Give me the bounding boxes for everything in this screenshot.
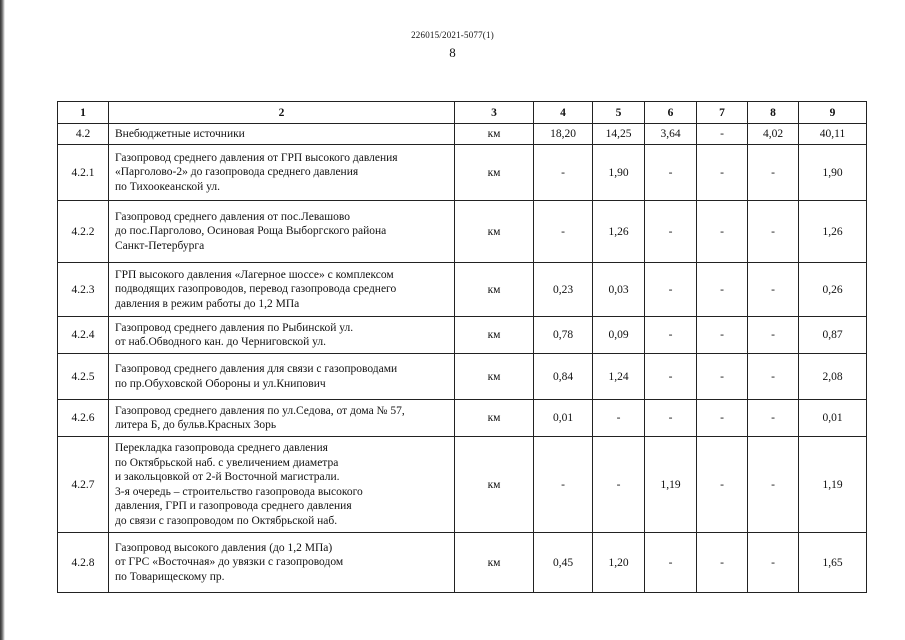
description-line: ГРП высокого давления «Лагерное шоссе» с комплексом [115,268,394,281]
description-line: Газопровод среднего давления от ГРП высокого давления [115,151,398,164]
unit-cell: км [455,145,534,201]
value-cell-col5: 1,24 [593,354,645,400]
value-cell-col9: 2,08 [799,354,867,400]
description-line: и закольцовкой от 2-й Восточной магистрали. [115,471,340,483]
value-cell-col4: - [534,437,593,533]
value-cell-col8: - [748,400,799,437]
column-header: 2 [109,102,455,124]
unit-cell: км [455,533,534,593]
description-line: Газопровод среднего давления по Рыбинской ул. [115,321,354,334]
value-cell-col8: - [748,533,799,593]
value-cell-col9: 1,90 [799,145,867,201]
value-cell-col8: - [748,201,799,263]
value-cell-col6: - [645,263,697,317]
value-cell-col8: - [748,263,799,317]
description-line: по Товарищескому пр. [115,570,225,583]
value-cell-col4: 0,23 [534,263,593,317]
column-header: 5 [593,102,645,124]
table-row [58,124,867,145]
description-line: Газопровод среднего давления для связи с газопроводами [115,363,398,375]
description-line: подводящих газопроводов, перевод газопровода среднего [115,283,397,296]
value-cell-col7: - [697,533,748,593]
value-cell-col4: 0,84 [534,354,593,400]
row-number-cell: 4.2.7 [58,437,109,533]
description-line: по пр.Обуховской Обороны и ул.Книпович [115,377,326,390]
row-number-cell: 4.2.5 [58,354,109,400]
value-cell-col6: - [645,201,697,263]
table-row [58,400,867,437]
value-cell-col8: 4,02 [748,124,799,145]
description-line: 3-я очередь – строительство газопровода высокого [115,485,363,498]
description-cell [109,145,455,201]
table-row [58,533,867,593]
value-cell-col6: 1,19 [645,437,697,533]
value-cell-col7: - [697,317,748,354]
value-cell-col5: - [593,437,645,533]
document-number: 226015/2021-5077(1) [411,30,494,40]
description-line: Газопровод среднего давления по ул.Седова, от дома № 57, [115,404,405,417]
description-line: Внебюджетные источники [115,127,245,140]
value-cell-col6: 3,64 [645,124,697,145]
row-number-cell: 4.2.6 [58,400,109,437]
description-line: Санкт-Петербурга [115,239,205,252]
description-line: Перекладка газопровода среднего давления [115,442,328,454]
description-cell [109,354,455,400]
row-number-cell: 4.2.1 [58,145,109,201]
unit-cell: км [455,400,534,437]
unit-cell: км [455,201,534,263]
value-cell-col7: - [697,354,748,400]
value-cell-col5: 0,09 [593,317,645,354]
column-header: 3 [455,102,534,124]
table-row [58,317,867,354]
description-line: по Тихоокеанской ул. [115,180,221,193]
value-cell-col6: - [645,533,697,593]
description-line: от ГРС «Восточная» до увязки с газопроводом [115,556,344,569]
description-line: литера Б, до бульв.Красных Зорь [115,419,277,431]
value-cell-col8: - [748,317,799,354]
value-cell-col4: 0,45 [534,533,593,593]
unit-cell: км [455,317,534,354]
scan-edge [0,0,5,640]
value-cell-col7: - [697,400,748,437]
table-body [58,102,867,593]
row-number-cell: 4.2.8 [58,533,109,593]
table-row [58,437,867,533]
description-line: давления в режим работы до 1,2 МПа [115,297,300,310]
page-number: 8 [449,45,456,60]
table-row [58,201,867,263]
column-header: 8 [748,102,799,124]
description-line: по Октябрьской наб. с увеличением диаметра [115,456,339,469]
unit-cell: км [455,354,534,400]
value-cell-col5: 14,25 [593,124,645,145]
value-cell-col9: 1,65 [799,533,867,593]
value-cell-col6: - [645,145,697,201]
description-cell [109,400,455,437]
value-cell-col9: 1,19 [799,437,867,533]
value-cell-col9: 0,01 [799,400,867,437]
column-header: 4 [534,102,593,124]
value-cell-col5: 1,90 [593,145,645,201]
column-header: 1 [58,102,109,124]
description-cell [109,317,455,354]
value-cell-col5: - [593,400,645,437]
value-cell-col5: 1,20 [593,533,645,593]
value-cell-col9: 0,87 [799,317,867,354]
unit-cell: км [455,263,534,317]
value-cell-col5: 0,03 [593,263,645,317]
value-cell-col9: 0,26 [799,263,867,317]
row-number-cell: 4.2.3 [58,263,109,317]
description-cell [109,124,455,145]
description-line: до пос.Парголово, Осиновая Роща Выборгского района [115,225,387,238]
column-header: 6 [645,102,697,124]
column-header: 9 [799,102,867,124]
value-cell-col6: - [645,317,697,354]
data-table [57,101,867,593]
description-cell [109,201,455,263]
unit-cell: км [455,437,534,533]
row-number-cell: 4.2 [58,124,109,145]
unit-cell: км [455,124,534,145]
value-cell-col5: 1,26 [593,201,645,263]
value-cell-col7: - [697,263,748,317]
description-cell [109,437,455,533]
description-line: от наб.Обводного кан. до Черниговской ул. [115,336,327,348]
row-number-cell: 4.2.4 [58,317,109,354]
value-cell-col4: 18,20 [534,124,593,145]
row-number-cell: 4.2.2 [58,201,109,263]
value-cell-col7: - [697,145,748,201]
value-cell-col9: 1,26 [799,201,867,263]
value-cell-col8: - [748,437,799,533]
table-row [58,263,867,317]
description-cell [109,263,455,317]
column-header: 7 [697,102,748,124]
value-cell-col7: - [697,201,748,263]
value-cell-col7: - [697,124,748,145]
description-line: Газопровод высокого давления (до 1,2 МПа) [115,541,333,554]
table-row [58,354,867,400]
value-cell-col4: - [534,145,593,201]
value-cell-col6: - [645,354,697,400]
value-cell-col4: 0,01 [534,400,593,437]
value-cell-col8: - [748,354,799,400]
value-cell-col8: - [748,145,799,201]
description-line: до связи с газопроводом по Октябрьской наб. [115,514,338,527]
value-cell-col4: - [534,201,593,263]
table-row [58,145,867,201]
value-cell-col7: - [697,437,748,533]
table-header-row [58,102,867,124]
value-cell-col4: 0,78 [534,317,593,354]
description-line: Газопровод среднего давления от пос.Левашово [115,210,350,223]
value-cell-col6: - [645,400,697,437]
description-line: «Парголово-2» до газопровода среднего давления [115,166,359,179]
value-cell-col9: 40,11 [799,124,867,145]
description-cell [109,533,455,593]
description-line: давления, ГРП и газопровода среднего давления [115,500,352,512]
